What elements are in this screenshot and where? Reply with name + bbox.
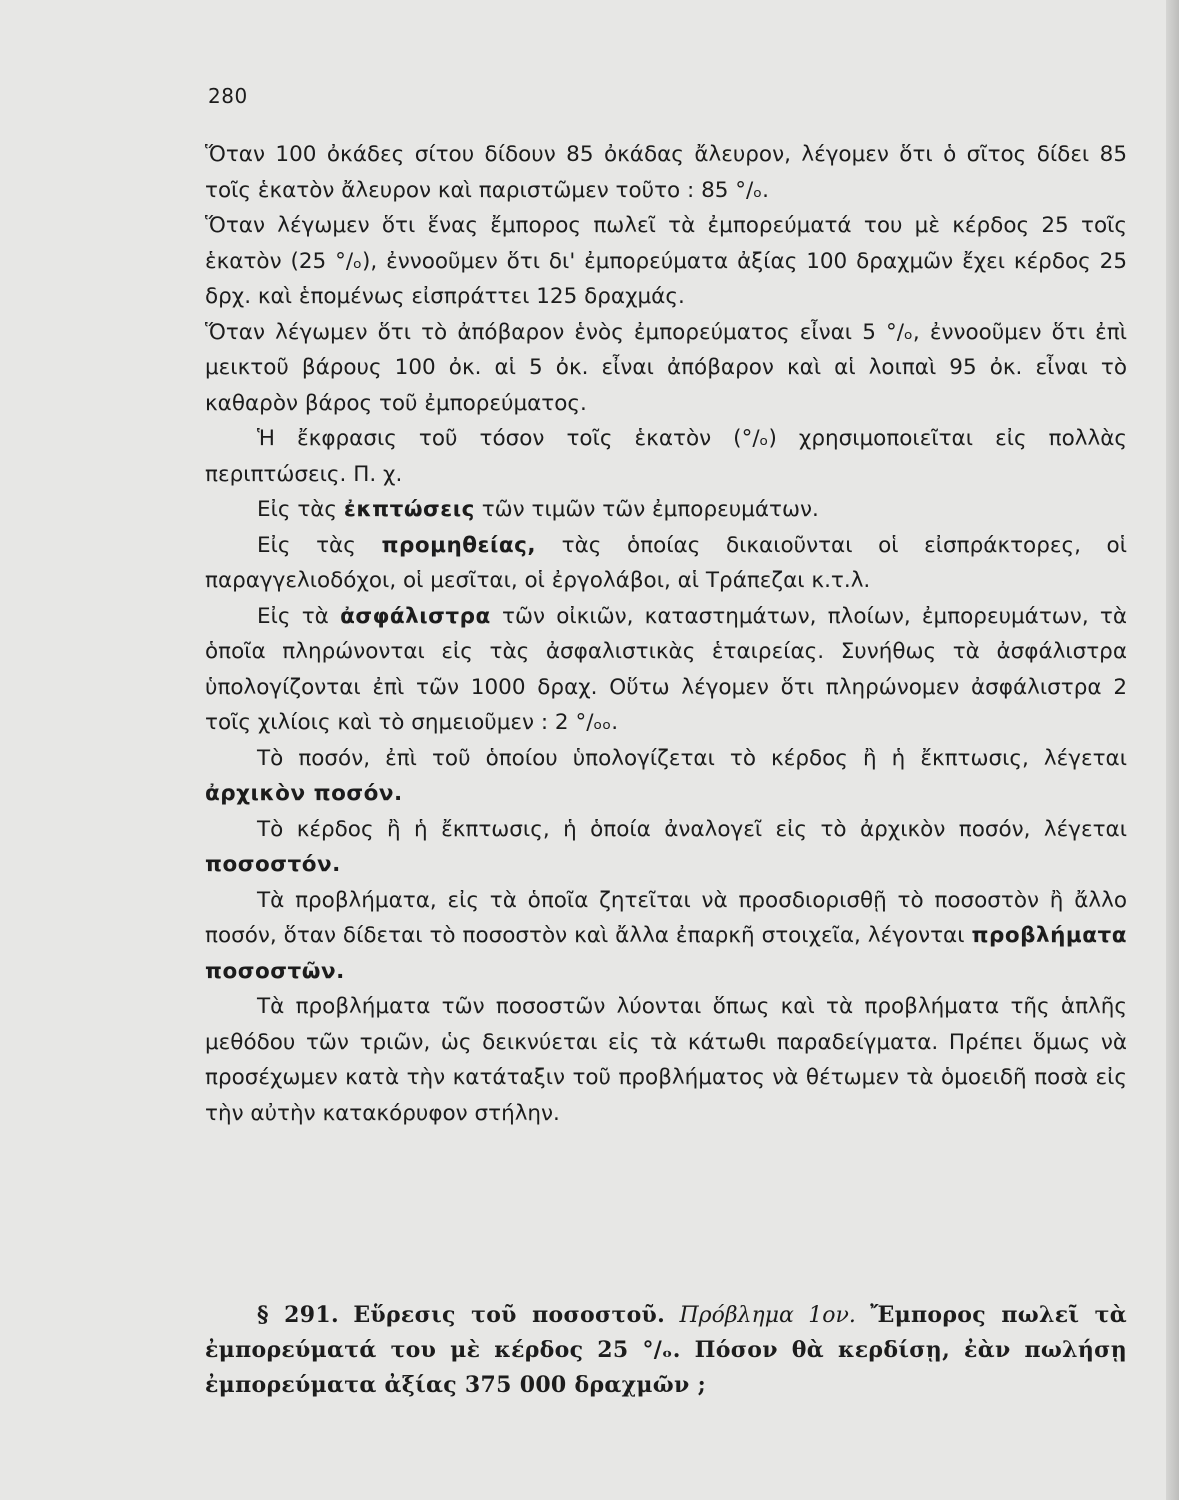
paragraph-text: Ὅταν 100 ὀκάδες σίτου δίδουν 85 ὀκάδας ἄλευρον, λέγομεν ὅτι ὁ σῖτος δίδει 85 τοῖς ἑκατὸν ἄλευρον καὶ παριστῶμεν τοῦτο : 85 °/ₒ. <box>205 142 1127 203</box>
paragraph <box>205 599 1127 741</box>
paragraph <box>205 989 1127 1131</box>
problem-text: Ἔμπορος πωλεῖ τὰ ἐμπορεύματά του μὲ κέρδος 25 °/ₒ. Πόσον θὰ κερδίσῃ, ἐὰν πωλήσῃ ἐμπορεύματα ἀξίας 375 000 δραχμῶν ; <box>205 1302 1127 1398</box>
paragraph-text: Τὰ προβλήματα τῶν ποσοστῶν λύονται ὅπως καὶ τὰ προβλήματα τῆς ἁπλῆς μεθόδου τῶν τριῶν, ὡς δεικνύεται εἰς τὰ κάτωθι παραδείγματα. Πρέπει ὅμως νὰ προσέχωμεν κατὰ τὴν κατάταξιν τοῦ προβλήματος νὰ θέτωμεν τὰ ὁμοειδῆ ποσὰ εἰς τὴν αὐτὴν κατακόρυφον στήλην. <box>205 994 1127 1126</box>
term-bold: προβλήματα ποσοστῶν. <box>205 923 1127 984</box>
term-bold: ποσοστόν. <box>205 852 341 877</box>
paragraph <box>205 421 1127 492</box>
paragraph <box>205 315 1127 422</box>
body-text <box>205 137 1127 1131</box>
paragraph-text: τῶν οἰκιῶν, καταστημάτων, πλοίων, ἐμπορευμάτων, τὰ ὁποῖα πληρώνονται εἰς τὰς ἀσφαλιστικὰς ἑταιρείας. Συνήθως τὰ ἀσφάλιστρα ὑπολογίζονται ἐπὶ τῶν 1000 δραχ. Οὕτω λέγομεν ὅτι πληρώνομεν ἀσφάλιστρα 2 τοῖς χιλίοις καὶ τὸ σημειοῦμεν : 2 °/ₒₒ. <box>205 603 1127 735</box>
paragraph-text: Ὅταν λέγωμεν ὅτι τὸ ἀπόβαρον ἑνὸς ἐμπορεύματος εἶναι 5 °/ₒ, ἐννοοῦμεν ὅτι ἐπὶ μεικτοῦ βάρους 100 ὀκ. αἱ 5 ὀκ. εἶναι ἀπόβαρον καὶ αἱ λοιπαὶ 95 ὀκ. εἶναι τὸ καθαρὸν βάρος τοῦ ἐμπορεύματος. <box>205 319 1127 416</box>
paragraph <box>205 137 1127 208</box>
term-bold: προμηθείας, <box>381 532 537 558</box>
paragraph-text: τῶν τιμῶν τῶν ἐμπορευμάτων. <box>474 497 819 522</box>
paragraph <box>205 492 1127 528</box>
section-heading <box>205 1298 1127 1403</box>
term-bold: ἀρχικὸν ποσόν. <box>205 781 403 806</box>
paragraph-text: Εἰς τὰ <box>257 603 341 629</box>
paragraph-text: τὰς ὁποίας δικαιοῦνται οἱ εἰσπράκτορες, οἱ παραγγελιοδόχοι, οἱ μεσῖται, οἱ ἐργολάβοι, αἱ Τράπεζαι κ.τ.λ. <box>205 532 1127 593</box>
paragraph <box>205 883 1127 990</box>
paragraph <box>205 741 1127 812</box>
term-bold: ἐκπτώσεις <box>343 497 475 522</box>
page-number: 280 <box>208 84 248 108</box>
paragraph-text: Τὰ προβλήματα, εἰς τὰ ὁποῖα ζητεῖται νὰ προσδιορισθῇ τὸ ποσοστὸν ἢ ἄλλο ποσόν, ὅταν δίδεται τὸ ποσοστὸν καὶ ἄλλα ἐπαρκῆ στοιχεῖα, λέγονται <box>205 887 1127 948</box>
paragraph-text: Εἰς τὰς <box>257 532 382 558</box>
paragraph <box>205 812 1127 883</box>
paragraph <box>205 528 1127 599</box>
paragraph-text: Εἰς τὰς <box>257 497 344 522</box>
section-title: Εὕρεσις τοῦ ποσοστοῦ. <box>353 1302 666 1328</box>
paragraph-text: Τὸ ποσόν, ἐπὶ τοῦ ὁποίου ὑπολογίζεται τὸ κέρδος ἢ ἡ ἔκπτωσις, λέγεται <box>257 745 1127 771</box>
paragraph-text: Τὸ κέρδος ἢ ἡ ἔκπτωσις, ἡ ὁποία ἀναλογεῖ εἰς τὸ ἀρχικὸν ποσόν, λέγεται <box>257 816 1127 842</box>
section-number: § 291. <box>257 1302 339 1328</box>
paragraph <box>205 208 1127 315</box>
problem-label: Πρόβλημα 1ον. <box>679 1303 856 1328</box>
paragraph-text: Ὅταν λέγωμεν ὅτι ἕνας ἔμπορος πωλεῖ τὰ ἐμπορεύματά του μὲ κέρδος 25 τοῖς ἑκατὸν (25 °/ₒ), ἐννοοῦμεν ὅτι δι' ἐμπορεύματα ἀξίας 100 δραχμῶν ἔχει κέρδος 25 δρχ. καὶ ἑπομένως εἰσπράττει 125 δραχμάς. <box>205 213 1127 309</box>
page-edge <box>1166 0 1179 1500</box>
term-bold: ἀσφάλιστρα <box>340 603 491 629</box>
paragraph-text: Ἡ ἔκφρασις τοῦ τόσον τοῖς ἑκατὸν (°/ₒ) χρησιμοποιεῖται εἰς πολλὰς περιπτώσεις. Π. χ. <box>205 426 1127 487</box>
